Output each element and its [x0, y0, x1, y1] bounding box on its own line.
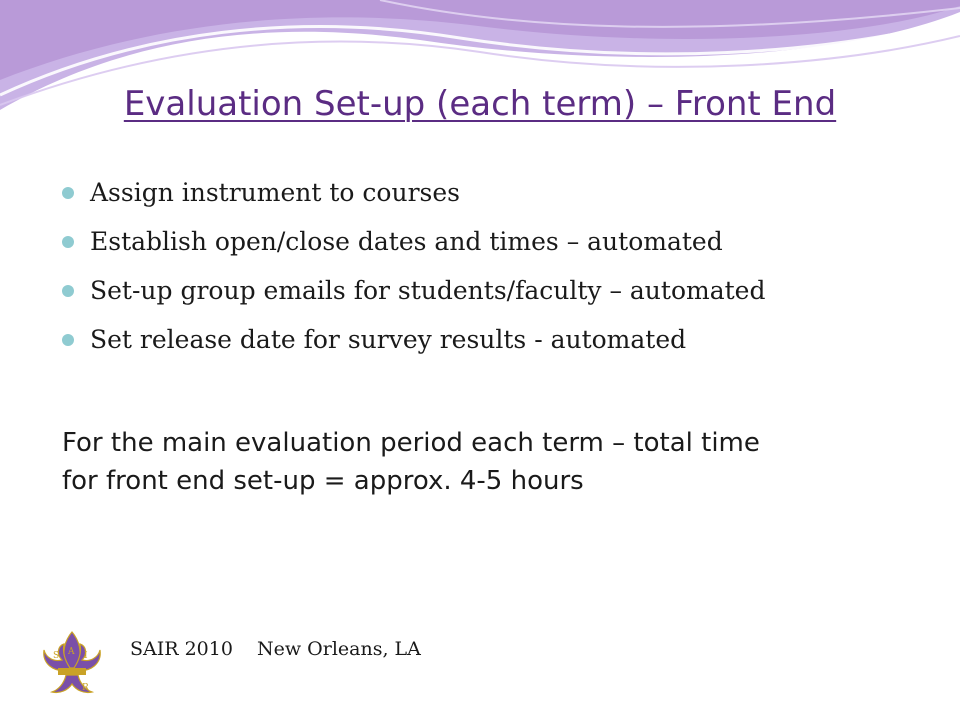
- logo-letter: S: [53, 651, 60, 661]
- bullet-item: [62, 221, 765, 270]
- bullet-item: [62, 319, 765, 368]
- summary-text: [62, 424, 902, 500]
- logo-letter: R: [82, 683, 89, 693]
- footer: [130, 638, 421, 660]
- bullet-item: [62, 270, 765, 319]
- bullet-text: Establish open/close dates and times – automated: [90, 227, 723, 256]
- logo-letter: I: [84, 651, 88, 661]
- bullet-text: Set release date for survey results - automated: [90, 325, 687, 354]
- bullet-list: [62, 172, 765, 368]
- slide-title: Evaluation Set-up (each term) – Front End: [123, 84, 837, 124]
- footer-event: SAIR 2010: [130, 638, 233, 660]
- logo-letter: A: [68, 647, 75, 657]
- summary-line: for front end set-up = approx. 4-5 hours: [62, 466, 584, 496]
- bullet-text: Set-up group emails for students/faculty – automated: [90, 276, 766, 305]
- fleur-de-lis-logo-icon: [36, 628, 108, 700]
- bullet-dot-icon: [62, 187, 74, 199]
- bullet-dot-icon: [62, 285, 74, 297]
- bullet-dot-icon: [62, 236, 74, 248]
- bullet-dot-icon: [62, 334, 74, 346]
- footer-location: New Orleans, LA: [257, 638, 421, 660]
- summary-line: For the main evaluation period each term – total time: [62, 428, 760, 458]
- bullet-text: Assign instrument to courses: [90, 178, 460, 207]
- bullet-item: [62, 172, 765, 221]
